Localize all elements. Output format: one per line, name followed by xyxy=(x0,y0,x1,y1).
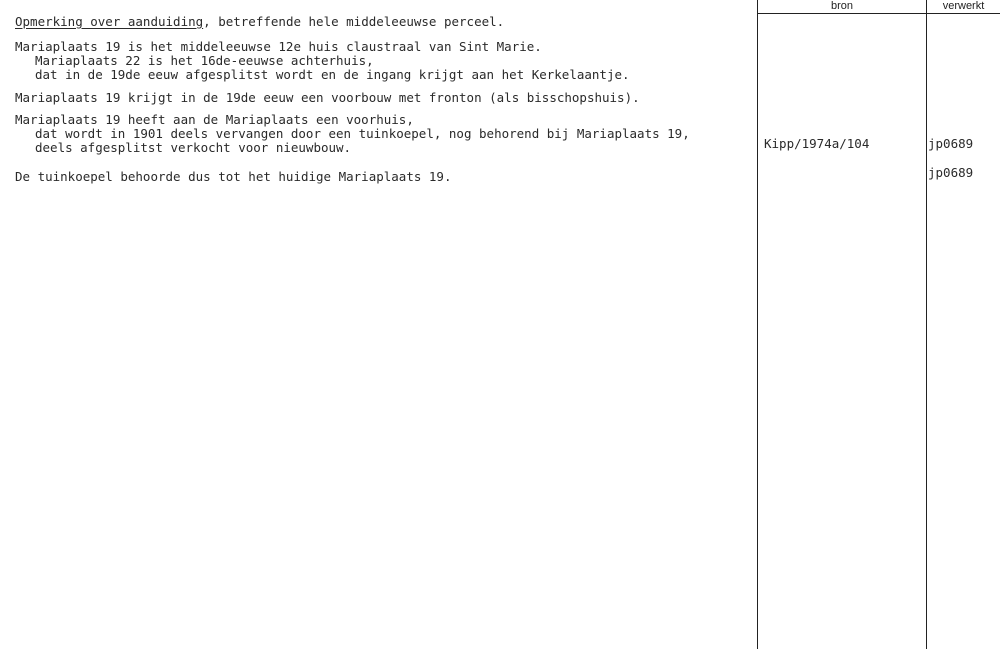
heading-rest: , betreffende hele middeleeuwse perceel. xyxy=(203,14,505,29)
bron-reference: Kipp/1974a/104 xyxy=(764,136,870,151)
header-verwerkt: verwerkt xyxy=(942,0,985,12)
para4-line1: De tuinkoepel behoorde dus tot het huidige Mariaplaats 19. xyxy=(15,169,452,184)
header-rule xyxy=(757,13,1000,14)
verwerkt-reference-2: jp0689 xyxy=(928,165,974,180)
para3-line3: deels afgesplitst verkocht voor nieuwbouw. xyxy=(35,140,352,155)
verwerkt-reference-1: jp0689 xyxy=(928,136,974,151)
para1-line1: Mariaplaats 19 is het middeleeuwse 12e huis claustraal van Sint Marie. xyxy=(15,39,542,54)
para1-line3: dat in de 19de eeuw afgesplitst wordt en de ingang krijgt aan het Kerkelaantje. xyxy=(35,67,630,82)
para3-line1: Mariaplaats 19 heeft aan de Mariaplaats een voorhuis, xyxy=(15,112,414,127)
column-divider-verwerkt xyxy=(926,0,927,649)
column-divider-bron xyxy=(757,0,758,649)
para3-line2: dat wordt in 1901 deels vervangen door een tuinkoepel, nog behorend bij Mariaplaats 19, xyxy=(35,126,690,141)
heading-underlined: Opmerking over aanduiding xyxy=(15,14,204,29)
para1-line2: Mariaplaats 22 is het 16de-eeuwse achterhuis, xyxy=(35,53,374,68)
header-bron: bron xyxy=(830,0,854,12)
para2-line1: Mariaplaats 19 krijgt in de 19de eeuw een voorbouw met fronton (als bisschopshuis). xyxy=(15,90,640,105)
heading-line xyxy=(15,14,504,29)
